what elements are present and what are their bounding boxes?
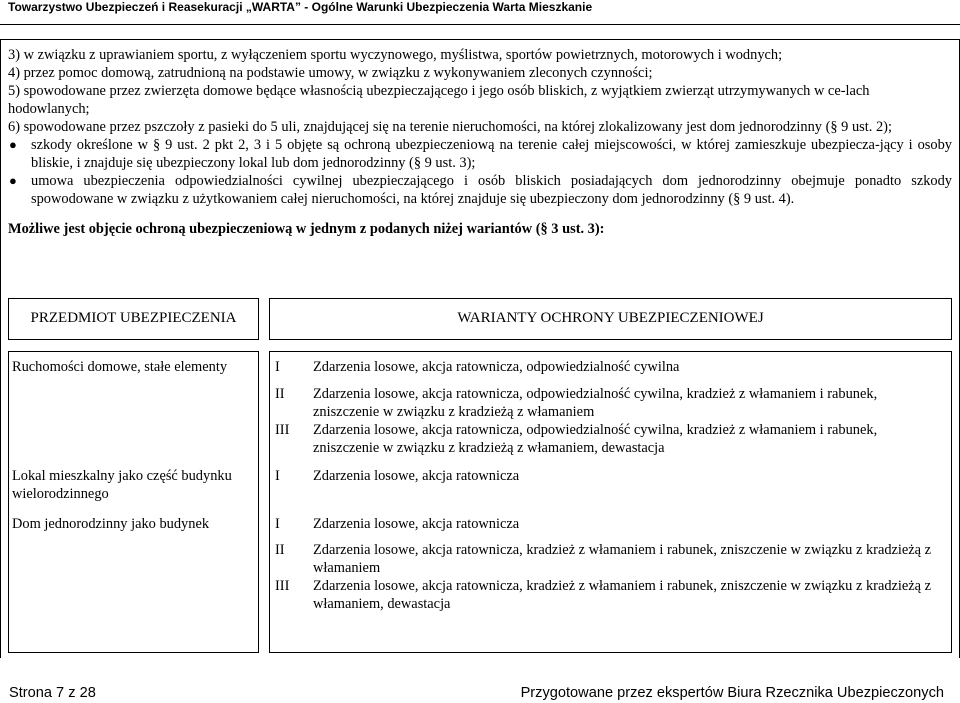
variant-label: III — [275, 578, 290, 594]
list-item-3: 3) w związku z uprawianiem sportu, z wyłączeniem sportu wyczynowego, myślistwa, sportów powietrznych, motorowych i wodnych; — [8, 47, 783, 63]
variant-label: I — [275, 359, 280, 375]
variants-header: WARIANTY OCHRONY UBEZPIECZENIOWEJ — [457, 310, 764, 326]
variant-label: I — [275, 516, 280, 532]
bullet-item-1 — [8, 136, 952, 172]
bullet-text-1: szkody określone w § 9 ust. 2 pkt 2, 3 i 5 objęte są ochroną ubezpieczeniową na terenie całej miejscowości, w której zamieszkuje ubezpiecza-jący i osoby bliskie, i znajduje się ubezpieczony lokal lub dom jednorodzinny (§ 9 ust. 3); — [31, 137, 952, 171]
body-text — [8, 46, 952, 238]
variant-label: III — [275, 422, 290, 438]
document-header: Towarzystwo Ubezpieczeń i Reasekuracji „WARTA” - Ogólne Warunki Ubezpieczenia Warta Mieszkanie — [8, 0, 593, 14]
subject-house: Dom jednorodzinny jako budynek — [12, 516, 210, 532]
variant-description: Zdarzenia losowe, akcja ratownicza — [313, 468, 520, 484]
bullet-text-2: umowa ubezpieczenia odpowiedzialności cywilnej ubezpieczającego i osób bliskich posiadających dom jednorodzinny obejmuje ponadto szkody spowodowane w związku z użytkowaniem całej nieruchomości, na której znajduje się ubezpieczony dom jednorodzinny (§ 9 ust. 4). — [31, 173, 952, 207]
variant-label: II — [275, 386, 285, 402]
variant-label: I — [275, 468, 280, 484]
variant-description: Zdarzenia losowe, akcja ratownicza, odpowiedzialność cywilna — [313, 359, 680, 375]
bullet-item-2 — [8, 172, 952, 208]
page-number: Strona 7 z 28 — [9, 685, 96, 701]
variant-description: Zdarzenia losowe, akcja ratownicza — [313, 516, 520, 532]
subject-header: PRZEDMIOT UBEZPIECZENIA — [30, 310, 237, 326]
list-item-5: 5) spowodowane przez zwierzęta domowe będące własnością ubezpieczającego i jego osób bliskich, z wyjątkiem zwierząt utrzymywanych w ce-lach hodowlanych; — [8, 83, 870, 117]
bullet-icon: ● — [9, 137, 17, 152]
footer-credit: Przygotowane przez ekspertów Biura Rzecznika Ubezpieczonych — [520, 685, 944, 701]
subject-movables: Ruchomości domowe, stałe elementy — [12, 359, 228, 375]
variant-description: Zdarzenia losowe, akcja ratownicza, kradzież z włamaniem i rabunek, zniszczenie w związku z kradzieżą z włamaniem, dewastacja — [313, 578, 932, 612]
list-item-4: 4) przez pomoc domową, zatrudnioną na podstawie umowy, w związku z wykonywaniem zleconych czynności; — [8, 65, 653, 81]
variant-description: Zdarzenia losowe, akcja ratownicza, kradzież z włamaniem i rabunek, zniszczenie w związku z kradzieżą z włamaniem — [313, 542, 932, 576]
variants-heading: Możliwe jest objęcie ochroną ubezpieczeniową w jednym z podanych niżej wariantów (§ 3 ust. 3): — [8, 221, 605, 237]
variant-label: II — [275, 542, 285, 558]
subject-apartment: Lokal mieszkalny jako część budynku wielorodzinnego — [12, 468, 232, 502]
variant-description: Zdarzenia losowe, akcja ratownicza, odpowiedzialność cywilna, kradzież z włamaniem i rabunek, zniszczenie w związku z kradzieżą z włamaniem, dewastacja — [313, 422, 878, 456]
bullet-icon: ● — [9, 173, 17, 188]
variant-description: Zdarzenia losowe, akcja ratownicza, odpowiedzialność cywilna, kradzież z włamaniem i rabunek, zniszczenie w związku z kradzieżą z włamaniem — [313, 386, 878, 420]
header-divider — [0, 24, 960, 25]
list-item-6: 6) spowodowane przez pszczoły z pasieki do 5 uli, znajdującej się na terenie nieruchomości, na której zlokalizowany jest dom jednorodzinny (§ 9 ust. 2); — [8, 119, 892, 135]
